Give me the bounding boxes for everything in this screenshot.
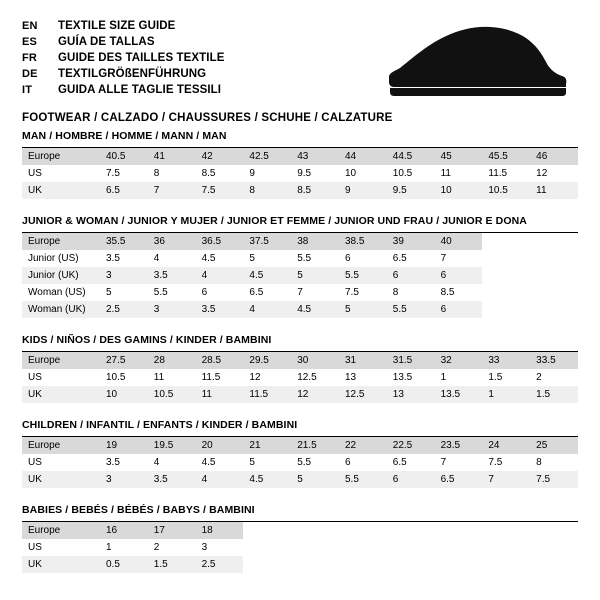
- size-cell: 12.5: [291, 369, 339, 386]
- size-cell: 4.5: [291, 301, 339, 318]
- table-row: [22, 386, 578, 403]
- size-cell: 4: [196, 267, 244, 284]
- size-cell: 21.5: [291, 437, 339, 454]
- size-cell: 6: [196, 284, 244, 301]
- size-cell: 6.5: [100, 182, 148, 199]
- size-cell: 36.5: [196, 233, 244, 250]
- size-cell: 7: [148, 182, 196, 199]
- size-cell: [482, 284, 530, 301]
- size-cell: 41: [148, 148, 196, 165]
- size-cell: [387, 539, 435, 556]
- size-cell: 1.5: [530, 386, 578, 403]
- size-cell: 24: [482, 437, 530, 454]
- row-label: Woman (UK): [22, 301, 100, 318]
- size-cell: 7.5: [339, 284, 387, 301]
- size-cell: 5.5: [148, 284, 196, 301]
- size-cell: 45.5: [482, 148, 530, 165]
- table-row: [22, 284, 578, 301]
- table-row: [22, 522, 578, 539]
- size-cell: 3.5: [100, 250, 148, 267]
- size-cell: 4.5: [243, 471, 291, 488]
- size-cell: 29.5: [243, 352, 291, 369]
- size-cell: 38: [291, 233, 339, 250]
- size-cell: 19.5: [148, 437, 196, 454]
- section-title: MAN / HOMBRE / HOMME / MANN / MAN: [22, 130, 578, 148]
- size-cell: 3: [148, 301, 196, 318]
- table-row: [22, 556, 578, 573]
- size-cell: 5.5: [291, 454, 339, 471]
- size-table: [22, 148, 578, 199]
- size-cell: 9.5: [387, 182, 435, 199]
- size-cell: 5.5: [339, 267, 387, 284]
- size-cell: 5: [291, 267, 339, 284]
- size-cell: 4: [196, 471, 244, 488]
- size-cell: 9: [339, 182, 387, 199]
- document-header: [22, 18, 578, 124]
- size-cell: [530, 284, 578, 301]
- category-title: FOOTWEAR / CALZADO / CHAUSSURES / SCHUHE / CALZATURE: [22, 112, 393, 124]
- size-section: [22, 419, 578, 488]
- size-cell: 7: [435, 454, 483, 471]
- size-cell: 25: [530, 437, 578, 454]
- size-sections: [22, 130, 578, 573]
- row-label: Woman (US): [22, 284, 100, 301]
- size-cell: 7.5: [482, 454, 530, 471]
- size-cell: 8: [530, 454, 578, 471]
- size-cell: [243, 539, 291, 556]
- size-cell: 1.5: [148, 556, 196, 573]
- table-row: [22, 267, 578, 284]
- row-label: UK: [22, 386, 100, 403]
- row-label: US: [22, 165, 100, 182]
- size-cell: [530, 539, 578, 556]
- row-label: Europe: [22, 522, 100, 539]
- size-cell: 19: [100, 437, 148, 454]
- size-cell: 11: [148, 369, 196, 386]
- size-cell: 11: [196, 386, 244, 403]
- size-cell: 13.5: [387, 369, 435, 386]
- size-cell: 9: [243, 165, 291, 182]
- size-table: [22, 233, 578, 318]
- size-cell: 10.5: [482, 182, 530, 199]
- size-cell: 17: [148, 522, 196, 539]
- size-cell: [530, 301, 578, 318]
- size-cell: 46: [530, 148, 578, 165]
- section-title: KIDS / NIÑOS / DES GAMINS / KINDER / BAMBINI: [22, 334, 578, 352]
- size-cell: 11: [530, 182, 578, 199]
- size-cell: 20: [196, 437, 244, 454]
- table-row: [22, 233, 578, 250]
- size-cell: 3: [100, 267, 148, 284]
- row-label: Europe: [22, 437, 100, 454]
- size-cell: 3.5: [148, 267, 196, 284]
- size-cell: 6: [435, 267, 483, 284]
- table-row: [22, 301, 578, 318]
- size-cell: 3.5: [148, 471, 196, 488]
- row-label: UK: [22, 471, 100, 488]
- table-row: [22, 165, 578, 182]
- size-cell: 44.5: [387, 148, 435, 165]
- size-cell: 8: [387, 284, 435, 301]
- size-cell: 6: [339, 454, 387, 471]
- size-cell: 5: [243, 454, 291, 471]
- size-cell: 31.5: [387, 352, 435, 369]
- size-cell: [291, 539, 339, 556]
- size-cell: [482, 539, 530, 556]
- size-cell: 39: [387, 233, 435, 250]
- size-cell: 1.5: [482, 369, 530, 386]
- table-row: [22, 182, 578, 199]
- size-cell: 12: [530, 165, 578, 182]
- size-cell: [530, 233, 578, 250]
- size-cell: [530, 267, 578, 284]
- size-cell: 10.5: [387, 165, 435, 182]
- size-cell: 3: [196, 539, 244, 556]
- row-label: Junior (UK): [22, 267, 100, 284]
- size-cell: [530, 556, 578, 573]
- size-cell: [435, 522, 483, 539]
- size-cell: 8.5: [291, 182, 339, 199]
- row-label: Europe: [22, 148, 100, 165]
- size-cell: 27.5: [100, 352, 148, 369]
- size-section: [22, 504, 578, 573]
- size-cell: 6.5: [243, 284, 291, 301]
- size-table: [22, 522, 578, 573]
- size-cell: 7: [435, 250, 483, 267]
- size-cell: [339, 539, 387, 556]
- table-row: [22, 437, 578, 454]
- size-cell: 13: [387, 386, 435, 403]
- size-cell: [530, 522, 578, 539]
- size-cell: 2: [148, 539, 196, 556]
- size-cell: 7.5: [100, 165, 148, 182]
- row-label: US: [22, 539, 100, 556]
- size-cell: 31: [339, 352, 387, 369]
- size-cell: 6.5: [387, 250, 435, 267]
- size-cell: [482, 233, 530, 250]
- size-cell: [243, 522, 291, 539]
- size-cell: 5.5: [387, 301, 435, 318]
- size-cell: 8: [243, 182, 291, 199]
- size-cell: 6: [387, 471, 435, 488]
- size-cell: [435, 556, 483, 573]
- size-cell: [387, 556, 435, 573]
- row-label: UK: [22, 182, 100, 199]
- size-cell: 6.5: [387, 454, 435, 471]
- size-cell: 12: [243, 369, 291, 386]
- size-cell: 11: [435, 165, 483, 182]
- language-title: TEXTILGRÖßENFÜHRUNG: [58, 68, 207, 80]
- size-cell: 7.5: [196, 182, 244, 199]
- size-cell: 28.5: [196, 352, 244, 369]
- size-cell: 12: [291, 386, 339, 403]
- size-cell: 45: [435, 148, 483, 165]
- size-section: [22, 130, 578, 199]
- size-cell: 3.5: [196, 301, 244, 318]
- size-cell: 4: [148, 250, 196, 267]
- language-code: FR: [22, 52, 38, 64]
- size-cell: 4: [243, 301, 291, 318]
- size-cell: 2: [530, 369, 578, 386]
- size-cell: 11.5: [196, 369, 244, 386]
- size-cell: 7.5: [530, 471, 578, 488]
- table-row: [22, 250, 578, 267]
- size-cell: 5.5: [291, 250, 339, 267]
- size-cell: 6.5: [435, 471, 483, 488]
- size-cell: 21: [243, 437, 291, 454]
- size-cell: 38.5: [339, 233, 387, 250]
- size-cell: 28: [148, 352, 196, 369]
- size-cell: 5: [339, 301, 387, 318]
- size-table: [22, 437, 578, 488]
- size-cell: 5: [243, 250, 291, 267]
- size-cell: [243, 556, 291, 573]
- size-cell: 6: [339, 250, 387, 267]
- size-cell: [339, 522, 387, 539]
- size-cell: 16: [100, 522, 148, 539]
- size-cell: 6: [435, 301, 483, 318]
- language-title: GUÍA DE TALLAS: [58, 36, 155, 48]
- size-cell: 40.5: [100, 148, 148, 165]
- size-cell: 6: [387, 267, 435, 284]
- size-cell: 35.5: [100, 233, 148, 250]
- row-label: Junior (US): [22, 250, 100, 267]
- size-cell: [482, 267, 530, 284]
- language-code: ES: [22, 36, 38, 48]
- size-cell: 8.5: [196, 165, 244, 182]
- size-cell: 4.5: [196, 250, 244, 267]
- table-row: [22, 352, 578, 369]
- size-cell: 2.5: [196, 556, 244, 573]
- section-title: CHILDREN / INFANTIL / ENFANTS / KINDER / BAMBINI: [22, 419, 578, 437]
- size-cell: 10.5: [148, 386, 196, 403]
- size-cell: 10: [100, 386, 148, 403]
- language-title: GUIDE DES TAILLES TEXTILE: [58, 52, 225, 64]
- table-row: [22, 369, 578, 386]
- size-cell: [339, 556, 387, 573]
- size-cell: 11.5: [482, 165, 530, 182]
- size-cell: 33.5: [530, 352, 578, 369]
- row-label: Europe: [22, 352, 100, 369]
- row-label: US: [22, 454, 100, 471]
- size-cell: 3: [100, 471, 148, 488]
- size-cell: 10.5: [100, 369, 148, 386]
- size-cell: 37.5: [243, 233, 291, 250]
- size-cell: 13.5: [435, 386, 483, 403]
- table-row: [22, 471, 578, 488]
- size-cell: 43: [291, 148, 339, 165]
- size-cell: 30: [291, 352, 339, 369]
- size-cell: 5.5: [339, 471, 387, 488]
- language-code: DE: [22, 68, 38, 80]
- size-cell: 10: [435, 182, 483, 199]
- size-cell: [435, 539, 483, 556]
- size-cell: [291, 556, 339, 573]
- size-cell: 11.5: [243, 386, 291, 403]
- size-cell: 32: [435, 352, 483, 369]
- size-cell: 4.5: [243, 267, 291, 284]
- size-cell: 12.5: [339, 386, 387, 403]
- size-cell: 3.5: [100, 454, 148, 471]
- size-cell: [482, 301, 530, 318]
- row-label: Europe: [22, 233, 100, 250]
- row-label: UK: [22, 556, 100, 573]
- size-cell: 1: [100, 539, 148, 556]
- size-table: [22, 352, 578, 403]
- table-row: [22, 454, 578, 471]
- language-title: GUIDA ALLE TAGLIE TESSILI: [58, 84, 222, 96]
- size-cell: 4.5: [196, 454, 244, 471]
- size-cell: 22: [339, 437, 387, 454]
- language-code: EN: [22, 20, 38, 32]
- size-cell: 5: [291, 471, 339, 488]
- size-cell: 10: [339, 165, 387, 182]
- size-cell: 7: [482, 471, 530, 488]
- size-cell: 2.5: [100, 301, 148, 318]
- language-code: IT: [22, 84, 33, 96]
- size-cell: [482, 556, 530, 573]
- size-cell: [482, 522, 530, 539]
- size-cell: [387, 522, 435, 539]
- size-cell: 7: [291, 284, 339, 301]
- size-cell: 33: [482, 352, 530, 369]
- row-label: US: [22, 369, 100, 386]
- size-cell: 9.5: [291, 165, 339, 182]
- size-cell: 1: [482, 386, 530, 403]
- size-cell: 40: [435, 233, 483, 250]
- size-cell: [291, 522, 339, 539]
- size-cell: 18: [196, 522, 244, 539]
- size-cell: [530, 250, 578, 267]
- size-cell: 13: [339, 369, 387, 386]
- size-cell: 5: [100, 284, 148, 301]
- size-cell: 4: [148, 454, 196, 471]
- size-cell: 42.5: [243, 148, 291, 165]
- size-section: [22, 334, 578, 403]
- size-cell: 22.5: [387, 437, 435, 454]
- table-row: [22, 539, 578, 556]
- size-cell: 42: [196, 148, 244, 165]
- size-cell: 8.5: [435, 284, 483, 301]
- size-cell: [482, 250, 530, 267]
- size-section: [22, 215, 578, 318]
- dress-shoe-icon: [388, 24, 568, 104]
- size-cell: 44: [339, 148, 387, 165]
- size-cell: 8: [148, 165, 196, 182]
- size-cell: 0.5: [100, 556, 148, 573]
- size-cell: 23.5: [435, 437, 483, 454]
- section-title: JUNIOR & WOMAN / JUNIOR Y MUJER / JUNIOR ET FEMME / JUNIOR UND FRAU / JUNIOR E DONA: [22, 215, 578, 233]
- size-cell: 36: [148, 233, 196, 250]
- section-title: BABIES / BEBÉS / BÉBÉS / BABYS / BAMBINI: [22, 504, 578, 522]
- language-title: TEXTILE SIZE GUIDE: [58, 20, 176, 32]
- table-row: [22, 148, 578, 165]
- size-cell: 1: [435, 369, 483, 386]
